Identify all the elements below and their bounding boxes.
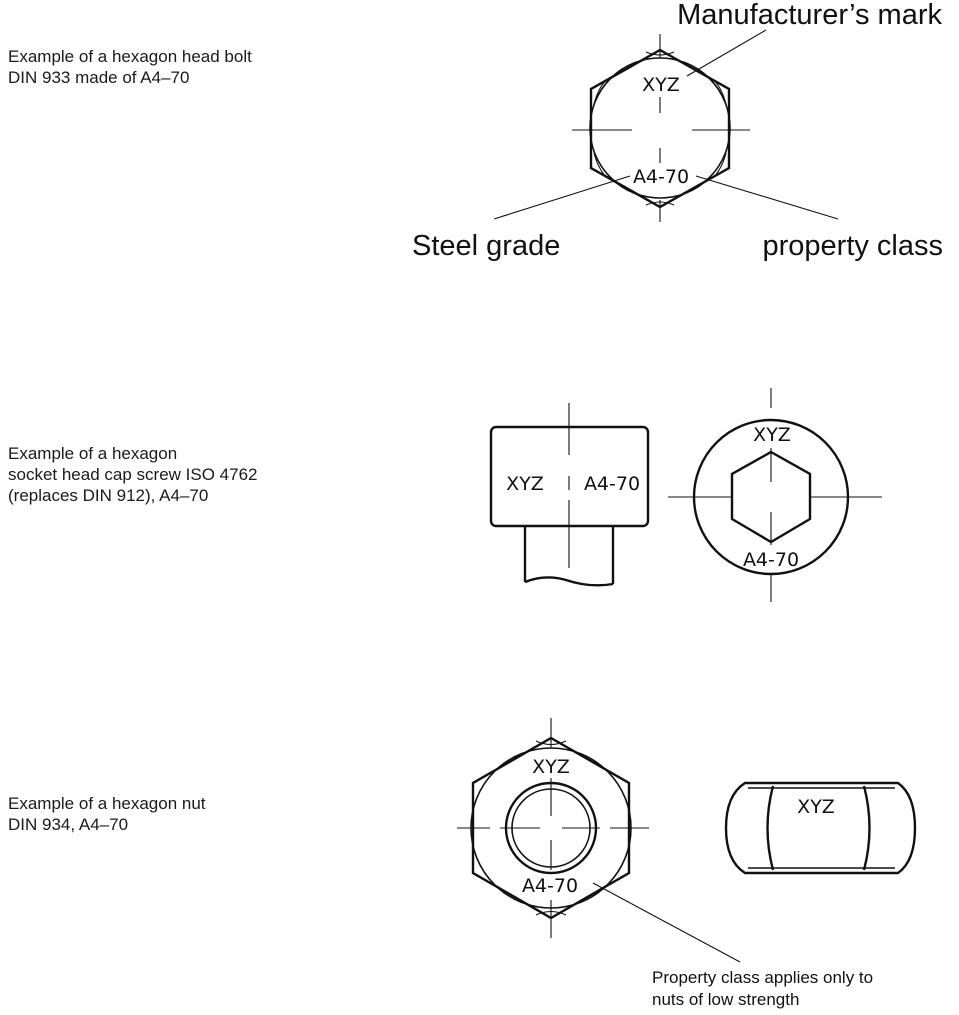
- socket-screw-top-drawing: [668, 388, 882, 602]
- bolt-caption: Example of a hexagon head bolt DIN 933 made of A4–70: [8, 47, 252, 87]
- socket-screw-side-drawing: [491, 403, 648, 585]
- socket-screw-caption: Example of a hexagon socket head cap screw ISO 4762 (replaces DIN 912), A4–70: [8, 444, 258, 505]
- socket-top-manufacturer-marking: XYZ: [753, 424, 791, 446]
- manufacturer-leader-line: [687, 30, 766, 76]
- bolt-grade-marking: A4-70: [632, 166, 690, 188]
- socket-side-manufacturer-marking: XYZ: [506, 473, 544, 495]
- socket-shank-break: [525, 577, 613, 585]
- bolt-manufacturer-marking: XYZ: [642, 74, 680, 96]
- manufacturers-mark-label: Manufacturer’s mark: [677, 0, 942, 31]
- steel-grade-leader-line: [494, 176, 630, 219]
- property-class-label: property class: [762, 230, 943, 262]
- nut-note-leader-line: [593, 883, 740, 962]
- nut-side-manufacturer-marking: XYZ: [797, 796, 835, 818]
- nut-note-line-2: nuts of low strength: [652, 990, 800, 1009]
- socket-side-grade-marking: A4-70: [583, 473, 641, 495]
- hex-nut-side-drawing: [726, 783, 915, 873]
- hex-nut-top-drawing: [457, 718, 873, 1009]
- nut-side-flat-left: [768, 786, 774, 870]
- nut-manufacturer-marking: XYZ: [532, 756, 570, 778]
- nut-note-line-1: Property class applies only to: [652, 968, 874, 987]
- nut-caption: Example of a hexagon nut DIN 934, A4–70: [8, 794, 206, 834]
- steel-grade-label: Steel grade: [412, 230, 561, 262]
- nut-side-flat-right: [864, 786, 870, 870]
- hex-bolt-head-drawing: [412, 0, 943, 262]
- socket-top-grade-marking: A4-70: [742, 549, 800, 571]
- property-class-leader-line: [696, 176, 838, 219]
- nut-grade-marking: A4-70: [521, 875, 579, 897]
